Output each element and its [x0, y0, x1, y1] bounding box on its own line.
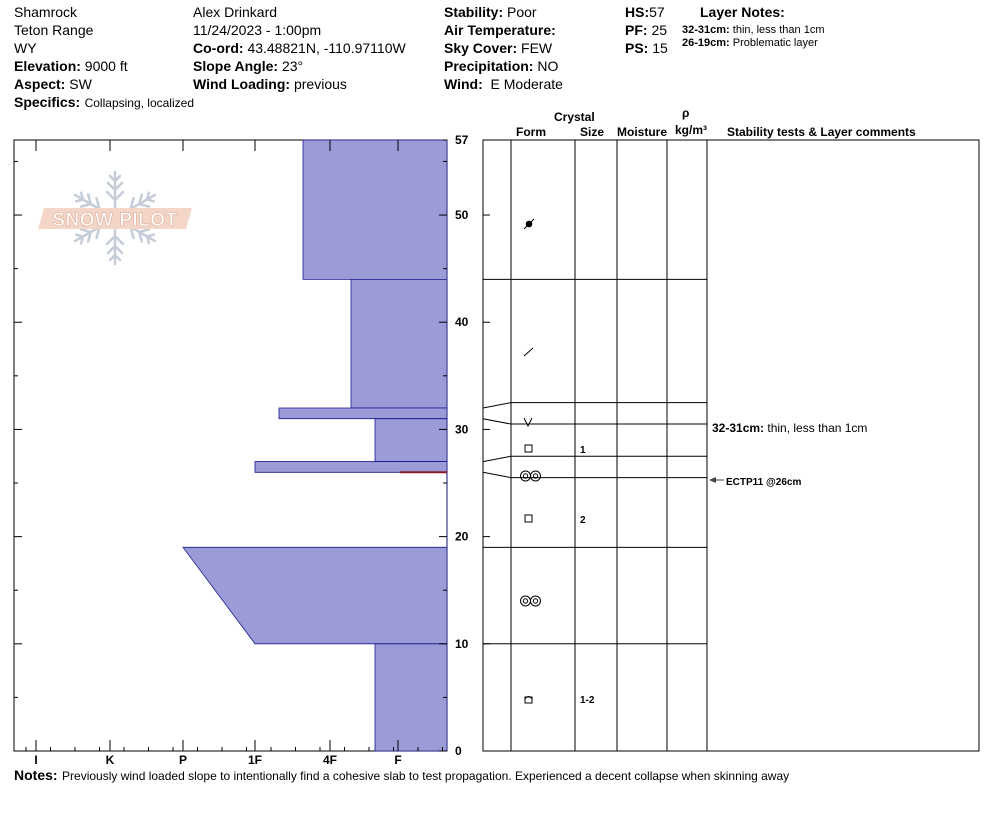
density-unit-header: kg/m³: [675, 123, 708, 137]
form-header: Form: [516, 125, 546, 139]
ps-label: PS:: [625, 40, 649, 56]
stability-label: Stability:: [444, 4, 504, 20]
precip-label: Precipitation:: [444, 58, 534, 74]
grain-size-label: 1-2: [580, 695, 595, 706]
coord-label: Co-ord:: [193, 40, 244, 56]
hardness-layer: [255, 462, 447, 473]
pf-value: 25: [651, 22, 668, 38]
hardness-tick-label: 1F: [247, 753, 263, 767]
state: WY: [14, 40, 37, 56]
wind-loading-label: Wind Loading:: [193, 76, 291, 92]
rounding-faceted-icon: [525, 697, 532, 704]
logo-text: SNOW PILOT: [52, 210, 178, 231]
slope-value: 23°: [281, 58, 304, 74]
stability-test-marker: [709, 477, 724, 483]
hardness-tick-label: F: [394, 753, 402, 767]
stability-test-label: ECTP11 @26cm: [726, 477, 802, 488]
wind-label: Wind:: [444, 76, 483, 92]
elevation-value: 9000 ft: [84, 58, 128, 74]
pf-label: PF:: [625, 22, 648, 38]
specifics-label: Specifics:: [14, 94, 81, 110]
layer-note-range: 32-31cm:: [682, 24, 730, 36]
sky-label: Sky Cover:: [444, 40, 518, 56]
height-tick-label: 20: [455, 529, 469, 544]
height-tick-label: 57: [455, 133, 469, 147]
precipitation-particle-icon: [524, 348, 533, 356]
grain-size-label: 1: [580, 445, 586, 456]
layer-connector: [483, 403, 511, 408]
layer-note-text: Problematic layer: [732, 37, 818, 49]
moisture-header: Moisture: [617, 125, 668, 139]
aspect-label: Aspect:: [14, 76, 66, 92]
surface-hoar-icon: [524, 418, 532, 426]
layer-comment: 32-31cm: thin, less than 1cm: [712, 421, 868, 435]
layer-notes-title: Layer Notes:: [700, 4, 785, 20]
aspect-value: SW: [69, 76, 92, 92]
hardness-layer: [303, 140, 447, 279]
hardness-tick-label: I: [34, 753, 38, 767]
rho-header: ρ: [682, 106, 690, 120]
layer-note-range: 26-19cm:: [682, 37, 730, 49]
stability-value: Poor: [507, 4, 537, 20]
melt-forms-icon: [521, 596, 541, 606]
hardness-layer: [375, 644, 447, 751]
notes-text: Previously wind loaded slope to intentionally find a cohesive slab to test propagation. Experienced a decent collapse when skinning away: [62, 769, 790, 783]
observation-datetime: 11/24/2023 - 1:00pm: [193, 22, 322, 38]
melt-forms-icon: [521, 471, 541, 481]
grain-size-label: 2: [580, 515, 586, 526]
layer-connector: [483, 419, 511, 424]
notes-label: Notes:: [14, 767, 58, 783]
layer-grid: [483, 140, 707, 644]
hardness-tick-label: 4F: [322, 753, 338, 767]
mountain-range: Teton Range: [14, 22, 94, 38]
hardness-tick-label: K: [105, 753, 115, 767]
crystal-symbols: [521, 219, 541, 703]
hs-value: 57: [649, 4, 665, 20]
hardness-layers: [183, 140, 447, 751]
crystal-header: Crystal: [554, 110, 595, 124]
arrow-left-icon: [709, 477, 716, 483]
hardness-layer: [183, 547, 447, 643]
layer-note-text: thin, less than 1cm: [732, 24, 825, 36]
elevation-label: Elevation:: [14, 58, 81, 74]
height-tick-label: 30: [455, 422, 469, 437]
faceted-crystal-icon: [525, 445, 532, 452]
decomposing-particles-icon: [524, 219, 534, 229]
height-tick-label: 0: [455, 744, 462, 758]
observer-name: Alex Drinkard: [193, 4, 278, 20]
hs-label: HS:: [625, 4, 650, 20]
slope-label: Slope Angle:: [193, 58, 279, 74]
height-tick-label: 50: [455, 208, 469, 223]
wind-value: E Moderate: [490, 76, 563, 92]
size-header: Size: [580, 125, 605, 139]
height-tick-label: 10: [455, 636, 469, 651]
notes-row: [14, 767, 789, 785]
location-name: Shamrock: [14, 4, 78, 20]
crystal-table-frame: [483, 140, 979, 751]
ps-value: 15: [652, 40, 668, 56]
faceted-crystal-icon: [525, 515, 532, 522]
coord-value: 43.48821N, -110.97110W: [247, 40, 406, 56]
hardness-layer: [375, 419, 447, 462]
layer-connector: [483, 472, 511, 477]
height-tick-label: 40: [455, 315, 469, 330]
hardness-layer: [279, 408, 447, 419]
specifics-value: Collapsing, localized: [84, 96, 194, 110]
layer-connector: [483, 456, 511, 461]
hardness-tick-label: P: [178, 753, 188, 767]
precip-value: NO: [537, 58, 559, 74]
sky-value: FEW: [521, 40, 553, 56]
hardness-layer: [351, 279, 447, 408]
wind-loading-value: previous: [293, 76, 347, 92]
stability-comments-header: Stability tests & Layer comments: [727, 125, 916, 139]
air-temp-label: Air Temperature:: [444, 22, 556, 38]
